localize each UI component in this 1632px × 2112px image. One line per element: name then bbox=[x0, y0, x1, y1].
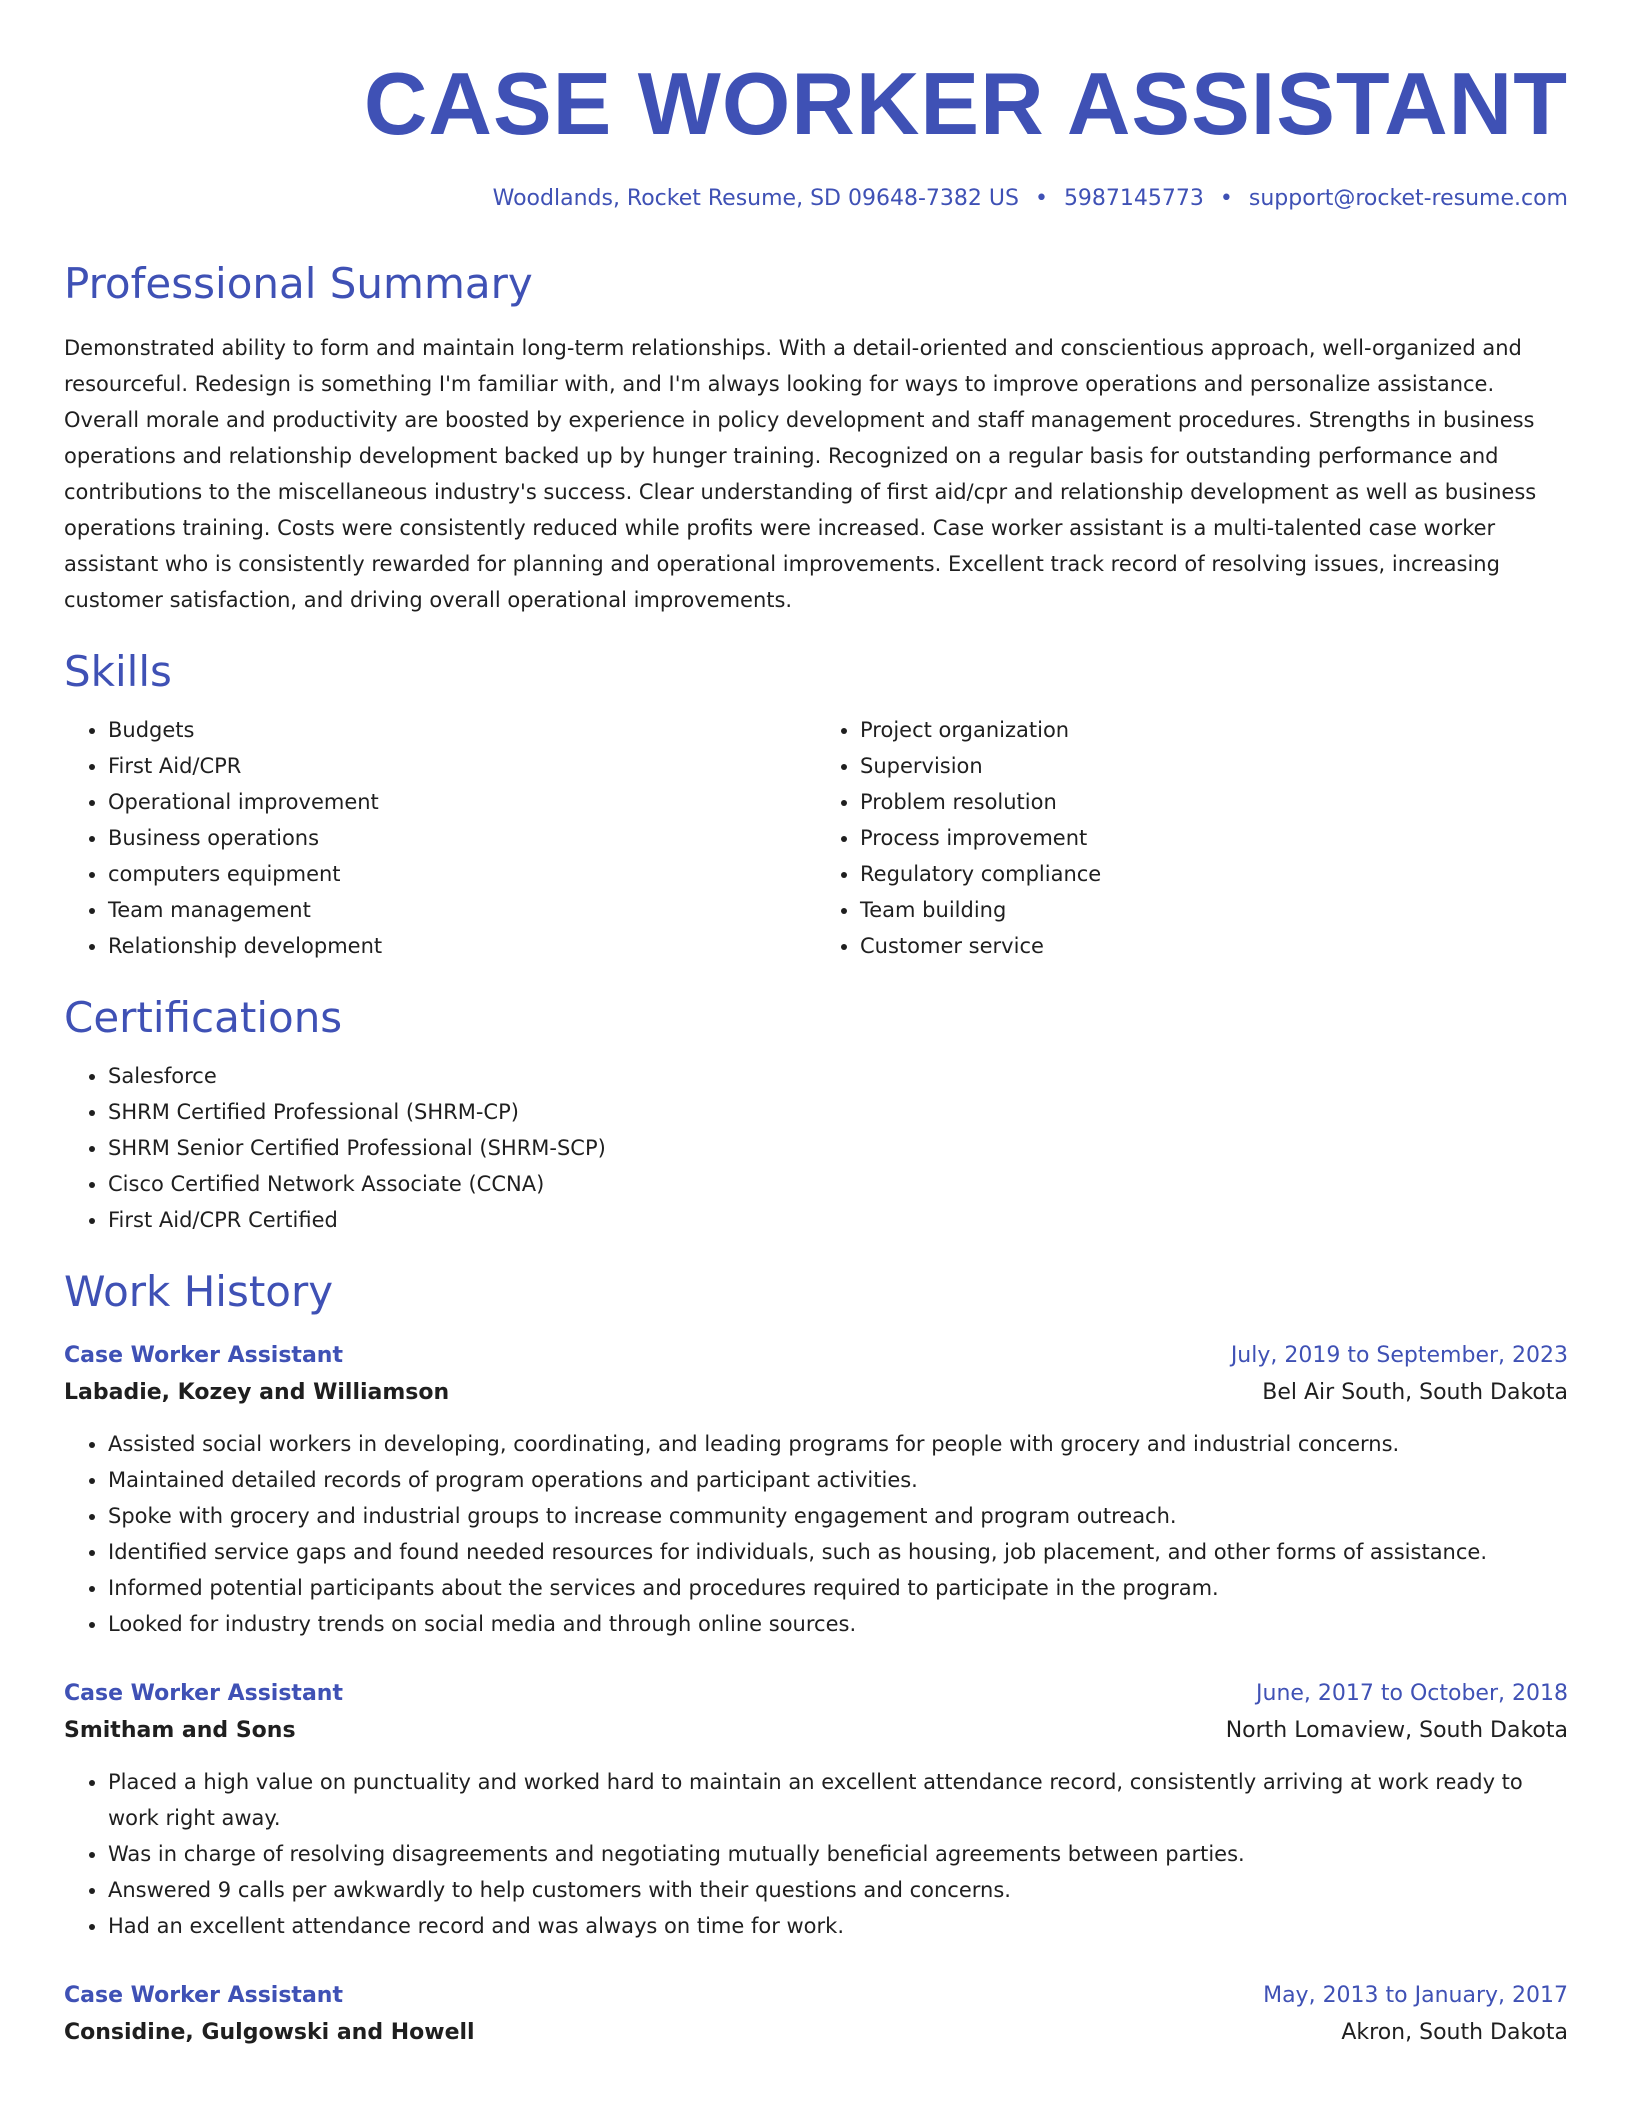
job-bullet: • Assisted social workers in developing, coordinating, and leading programs for people with grocery and industrial concerns. bbox=[108, 1426, 1568, 1462]
job-location: North Lomaview, South Dakota bbox=[1225, 1718, 1568, 1743]
job-bullet: • Spoke with grocery and industrial groups to increase community engagement and program outreach. bbox=[108, 1498, 1568, 1534]
job-company-row bbox=[64, 2014, 1568, 2052]
job-bullet: • Placed a high value on punctuality and worked hard to maintain an excellent attendance record, consistently arriving at work ready to work right away. bbox=[108, 1764, 1568, 1836]
skills-list-right bbox=[816, 712, 1568, 964]
skill-item: • Team management bbox=[108, 892, 816, 928]
job-entry bbox=[64, 1338, 1568, 1642]
skills-heading: Skills bbox=[64, 647, 172, 696]
job-dates: May, 2013 to January, 2017 bbox=[1263, 1983, 1568, 2008]
certification-item: • SHRM Certified Professional (SHRM-CP) bbox=[108, 1094, 1568, 1130]
skill-item: • Relationship development bbox=[108, 928, 816, 964]
contact-line bbox=[64, 182, 1568, 216]
skill-item: • Customer service bbox=[860, 928, 1568, 964]
skill-item: • Operational improvement bbox=[108, 784, 816, 820]
contact-phone: 5987145773 bbox=[1063, 186, 1204, 211]
skill-item: • Team building bbox=[860, 892, 1568, 928]
skill-item: • Budgets bbox=[108, 712, 816, 748]
contact-address: Woodlands, Rocket Resume, SD 09648-7382 US bbox=[492, 186, 1019, 211]
work-history-heading: Work History bbox=[64, 1267, 334, 1316]
job-bullet: • Looked for industry trends on social media and through online sources. bbox=[108, 1606, 1568, 1642]
job-title-row bbox=[64, 1676, 1568, 1712]
job-bullet: • Answered 9 calls per awkwardly to help customers with their questions and concerns. bbox=[108, 1872, 1568, 1908]
certification-item: • Salesforce bbox=[108, 1058, 1568, 1094]
summary-heading: Professional Summary bbox=[64, 259, 533, 308]
job-bullets bbox=[64, 1426, 1568, 1642]
job-bullet: • Maintained detailed records of program operations and participant activities. bbox=[108, 1462, 1568, 1498]
job-location: Bel Air South, South Dakota bbox=[1262, 1380, 1568, 1405]
certifications-list bbox=[64, 1058, 1568, 1238]
job-location: Akron, South Dakota bbox=[1341, 2020, 1568, 2045]
job-title-row bbox=[64, 1338, 1568, 1374]
skill-item: • First Aid/CPR bbox=[108, 748, 816, 784]
job-title: Case Worker Assistant bbox=[64, 1681, 343, 1706]
contact-separator: • bbox=[1034, 186, 1048, 211]
contact-email[interactable]: support@rocket-resume.com bbox=[1248, 186, 1568, 211]
job-dates: July, 2019 to September, 2023 bbox=[1230, 1343, 1568, 1368]
skills-list-left bbox=[64, 712, 816, 964]
job-company: Considine, Gulgowski and Howell bbox=[64, 2020, 475, 2045]
job-entry bbox=[64, 1676, 1568, 1944]
job-title-row bbox=[64, 1978, 1568, 2014]
skill-item: • Regulatory compliance bbox=[860, 856, 1568, 892]
resume-header bbox=[64, 0, 1568, 216]
certification-item: • Cisco Certified Network Associate (CCNA) bbox=[108, 1166, 1568, 1202]
job-company: Labadie, Kozey and Williamson bbox=[64, 1380, 450, 1405]
certification-item: • SHRM Senior Certified Professional (SHRM-SCP) bbox=[108, 1130, 1568, 1166]
skill-item: • Problem resolution bbox=[860, 784, 1568, 820]
skill-item: • Business operations bbox=[108, 820, 816, 856]
job-company-row bbox=[64, 1374, 1568, 1412]
job-company: Smitham and Sons bbox=[64, 1718, 296, 1743]
contact-separator: • bbox=[1219, 186, 1233, 211]
skill-item: • Project organization bbox=[860, 712, 1568, 748]
candidate-name: CASE WORKER ASSISTANT bbox=[363, 54, 1568, 153]
certifications-heading: Certifications bbox=[64, 993, 343, 1042]
skill-item: • Supervision bbox=[860, 748, 1568, 784]
job-bullet: • Had an excellent attendance record and was always on time for work. bbox=[108, 1908, 1568, 1944]
certification-item: • First Aid/CPR Certified bbox=[108, 1202, 1568, 1238]
job-title: Case Worker Assistant bbox=[64, 1983, 343, 2008]
job-bullet: • Identified service gaps and found needed resources for individuals, such as housing, job placement, and other forms of assistance. bbox=[108, 1534, 1568, 1570]
summary-text: Demonstrated ability to form and maintain long-term relationships. With a detail-oriented and conscientious approach, well-organized and resourceful. Redesign is something I'm familiar with, and I'm always looking for ways to improve operations and personalize assistance. Overall morale and productivity are boosted by experience in policy development and staff management procedures. Strengths in business operations and relationship development backed up by hunger training. Recognized on a regular basis for outstanding performance and contributions to the miscellaneous industry's success. Clear understanding of first aid/cpr and relationship development as well as business operations training. Costs were consistently reduced while profits were increased. Case worker assistant is a multi-talented case worker assistant who is consistently rewarded for planning and operational improvements. Excellent track record of resolving issues, increasing customer satisfaction, and driving overall operational improvements. bbox=[64, 336, 1537, 612]
job-bullet: • Informed potential participants about the services and procedures required to participate in the program. bbox=[108, 1570, 1568, 1606]
job-bullets bbox=[64, 1764, 1568, 1944]
job-entry bbox=[64, 1978, 1568, 2052]
skills-columns bbox=[64, 712, 1568, 964]
job-bullet: • Was in charge of resolving disagreements and negotiating mutually beneficial agreements between parties. bbox=[108, 1836, 1568, 1872]
job-company-row bbox=[64, 1712, 1568, 1750]
skill-item: • Process improvement bbox=[860, 820, 1568, 856]
job-title: Case Worker Assistant bbox=[64, 1343, 343, 1368]
skill-item: • computers equipment bbox=[108, 856, 816, 892]
job-dates: June, 2017 to October, 2018 bbox=[1256, 1681, 1568, 1706]
